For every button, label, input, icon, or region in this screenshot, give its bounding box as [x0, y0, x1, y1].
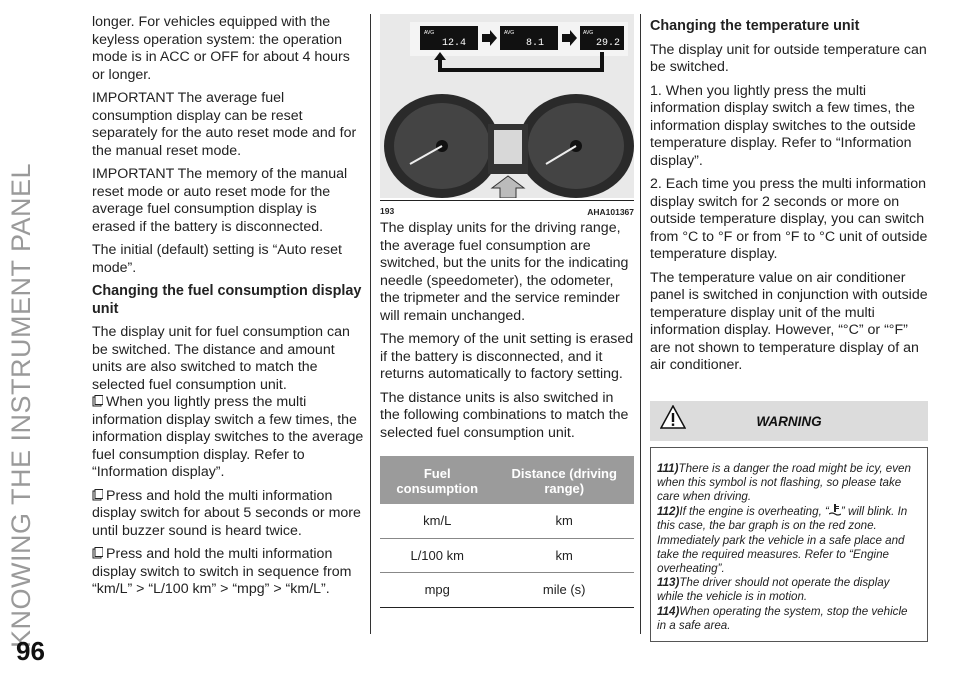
lcd-value-1: 12.4 — [442, 38, 467, 49]
figure-code: AHA101367 — [587, 207, 634, 217]
table-header: Fuel consumption — [380, 456, 494, 504]
warning-text: ” will blink. In this case, the bar graph is on the red zone. Immediately park the vehicle in a safe place and take the required measures. Refer to “Engine overheating”. — [657, 505, 908, 575]
step-item — [92, 394, 364, 482]
warning-item — [657, 605, 919, 633]
paragraph: longer. For vehicles equipped with the keyless operation system: the operation mode is in ACC or OFF for about 4 hours or longer. — [92, 14, 350, 83]
page-number: 96 — [16, 636, 45, 666]
step-bullet-icon — [92, 547, 103, 559]
lcd-label: AVG — [504, 30, 515, 36]
lcd-label: AVG — [583, 30, 594, 36]
lcd-value-3: 29.2 — [596, 38, 621, 49]
column-divider — [640, 14, 641, 634]
warning-number: 113) — [657, 576, 680, 590]
lcd-value-2: 8.1 — [526, 38, 545, 49]
step-text: When you lightly press the multi information display switch a few times, the information display switches to the average fuel consumption display. Refer to “Information display”. — [92, 394, 364, 480]
paragraph: IMPORTANT The average fuel consumption display can be reset separately for the auto reset mode and for the manual reset mode. — [92, 90, 357, 159]
table-cell: km — [494, 538, 634, 573]
step-text: Press and hold the multi information display switch for about 5 seconds or more until buzzer sound is heard twice. — [92, 487, 361, 539]
table-row — [380, 573, 634, 608]
table-cell: mile (s) — [494, 573, 634, 608]
paragraph: The memory of the unit setting is erased if the battery is disconnected, and it returns automatically to factory setting. — [380, 331, 634, 382]
section-heading: Changing the fuel consumption display unit — [92, 283, 362, 317]
paragraph: 1. When you lightly press the multi information display switch a few times, the information display switches to the outside temperature display. Refer to “Information display”. — [650, 82, 916, 169]
warning-header — [650, 401, 928, 441]
engine-temperature-icon — [829, 504, 841, 516]
warning-number: 112) — [657, 505, 680, 519]
multi-info-display — [494, 130, 522, 164]
warning-item — [657, 576, 919, 604]
table-row — [380, 538, 634, 573]
paragraph: IMPORTANT The memory of the manual reset mode or auto reset mode for the average fuel consumption display is erased if the battery is disconnected. — [92, 166, 348, 235]
paragraph: The initial (default) setting is “Auto reset mode”. — [92, 242, 342, 276]
paragraph: The display units for the driving range, the average fuel consumption are switched, but the units for the indicating needle (speedometer), the odometer, the tripmeter and the service reminder will remain unchanged. — [380, 220, 629, 324]
warning-box — [650, 447, 928, 642]
column-divider — [370, 14, 371, 634]
paragraph: The display unit for outside temperature can be switched. — [650, 41, 927, 75]
step-bullet-icon — [92, 395, 103, 407]
warning-number: 111) — [657, 461, 679, 475]
table-cell: km — [494, 504, 634, 538]
step-bullet-icon — [92, 489, 103, 501]
table-row — [380, 504, 634, 538]
step-item — [92, 546, 364, 599]
paragraph: The distance units is also switched in the following combinations to match the selected fuel consumption unit. — [380, 389, 629, 441]
table-cell: km/L — [380, 504, 494, 538]
column-left — [92, 14, 364, 605]
instrument-cluster-figure — [380, 14, 634, 216]
lcd-label: AVG — [424, 30, 435, 36]
warning-text: There is a danger the road might be icy, even when this symbol is not flashing, so please take care when driving. — [657, 461, 911, 503]
paragraph: The temperature value on air conditioner panel is switched in conjunction with outside temperature display unit of the multi information display. However, “°C” or “°F” are not shown to temperature display of an air conditioner. — [650, 269, 928, 373]
table-cell: mpg — [380, 573, 494, 608]
table-header: Distance (driving range) — [494, 456, 634, 504]
warning-text: If the engine is overheating, “ — [679, 505, 829, 519]
warning-title: WARNING — [756, 413, 822, 429]
figure-caption — [380, 200, 634, 221]
paragraph: 2. Each time you press the multi information display switch for 2 seconds or more on outside temperature display, you can switch from °C to °F or from °F to °C unit of outside temperature display. — [650, 176, 928, 262]
warning-number: 114) — [657, 604, 680, 618]
warning-text: The driver should not operate the display while the vehicle is in motion. — [657, 576, 890, 604]
side-section-title: KNOWING THE INSTRUMENT PANEL — [6, 162, 36, 648]
step-item — [92, 488, 364, 541]
column-middle — [380, 14, 634, 608]
instrument-cluster-illustration — [380, 14, 634, 198]
warning-item — [657, 504, 919, 576]
warning-item — [657, 462, 919, 505]
warning-text: When operating the system, stop the vehicle in a safe area. — [657, 604, 908, 632]
unit-table — [380, 456, 634, 608]
figure-number: 193 — [380, 206, 395, 216]
step-text: Press and hold the multi information display switch to switch in sequence from “km/L” > “L/100 km” > “mpg” > “km/L”. — [92, 546, 352, 597]
paragraph: The display unit for fuel consumption can be switched. The distance and amount units are also switched to match the selected fuel consumption unit. — [92, 324, 350, 393]
column-right — [650, 14, 928, 642]
table-cell: L/100 km — [380, 538, 494, 573]
cluster-drawing — [380, 14, 634, 198]
section-heading: Changing the temperature unit — [650, 18, 860, 34]
